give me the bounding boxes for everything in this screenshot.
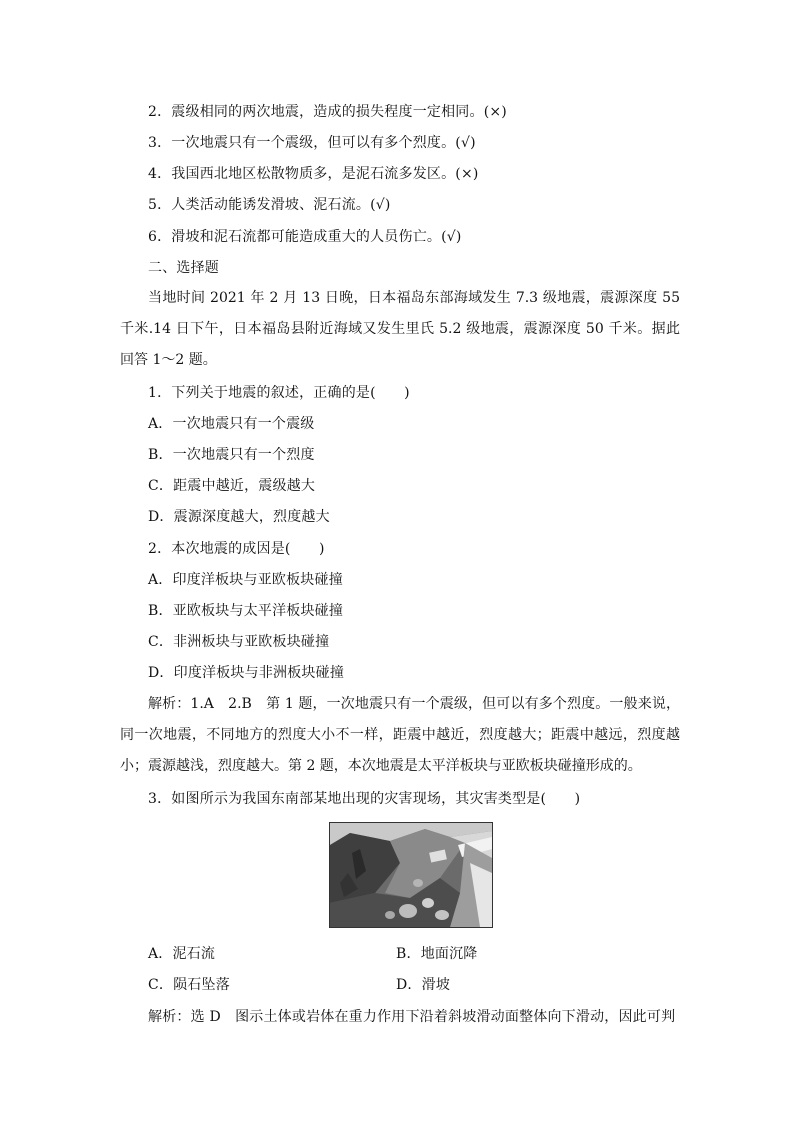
section-heading: 二、选择题 <box>148 260 219 276</box>
question-1-option-a: A．一次地震只有一个震级 <box>148 416 315 432</box>
judgement-item-4: 4．我国西北地区松散物质多，是泥石流多发区。(×) <box>148 166 479 182</box>
question-1-option-b: B．一次地震只有一个烈度 <box>148 447 315 463</box>
analysis-3: 解析：选 D 图示土体或岩体在重力作用下沿着斜坡滑动面整体向下滑动，因此可判 <box>148 1009 676 1025</box>
question-3-option-b: B．地面沉降 <box>396 946 478 962</box>
question-1-stem: 1．下列关于地震的叙述，正确的是( ) <box>148 385 410 401</box>
analysis-1-2 <box>120 689 680 782</box>
analysis-1-2-text: 解析：1.A 2.B 第 1 题，一次地震只有一个震级，但可以有多个烈度。一般来说，同一次地震，不同地方的烈度大小不一样，距震中越近，烈度越大；距震中越远，烈度越小；震源越浅，烈度越大。第 2 题，本次地震是太平洋板块与亚欧板块碰撞形成的。 <box>120 696 680 774</box>
material-text: 当地时间 2021 年 2 月 13 日晚，日本福岛东部海域发生 7.3 级地震，震源深度 55 千米.14 日下午，日本福岛县附近海域又发生里氏 5.2 级地震，震源深度 50 千米。据此回答 1～2 题。 <box>120 290 680 368</box>
judgement-item-2: 2．震级相同的两次地震，造成的损失程度一定相同。(×) <box>148 104 507 120</box>
landslide-photo <box>329 822 493 928</box>
question-2-option-c: C．非洲板块与亚欧板块碰撞 <box>148 634 330 650</box>
judgement-item-3: 3．一次地震只有一个震级，但可以有多个烈度。(√) <box>148 135 476 151</box>
landslide-photo-drawing <box>330 823 492 927</box>
question-1-option-c: C．距震中越近，震级越大 <box>148 478 316 494</box>
question-2-option-a: A．印度洋板块与亚欧板块碰撞 <box>148 572 343 588</box>
judgement-item-6: 6．滑坡和泥石流都可能造成重大的人员伤亡。(√) <box>148 229 462 245</box>
judgement-item-5: 5．人类活动能诱发滑坡、泥石流。(√) <box>148 197 391 213</box>
question-3-option-a: A．泥石流 <box>148 946 216 962</box>
question-2-option-b: B．亚欧板块与太平洋板块碰撞 <box>148 603 344 619</box>
question-3-option-c: C．陨石坠落 <box>148 977 230 993</box>
material-paragraph <box>120 283 680 376</box>
question-1-option-d: D．震源深度越大，烈度越大 <box>148 509 330 525</box>
question-3-stem: 3．如图所示为我国东南部某地出现的灾害现场，其灾害类型是( ) <box>148 791 581 807</box>
question-2-option-d: D．印度洋板块与非洲板块碰撞 <box>148 665 345 681</box>
question-3-option-d: D．滑坡 <box>396 977 451 993</box>
question-2-stem: 2．本次地震的成因是( ) <box>148 541 325 557</box>
